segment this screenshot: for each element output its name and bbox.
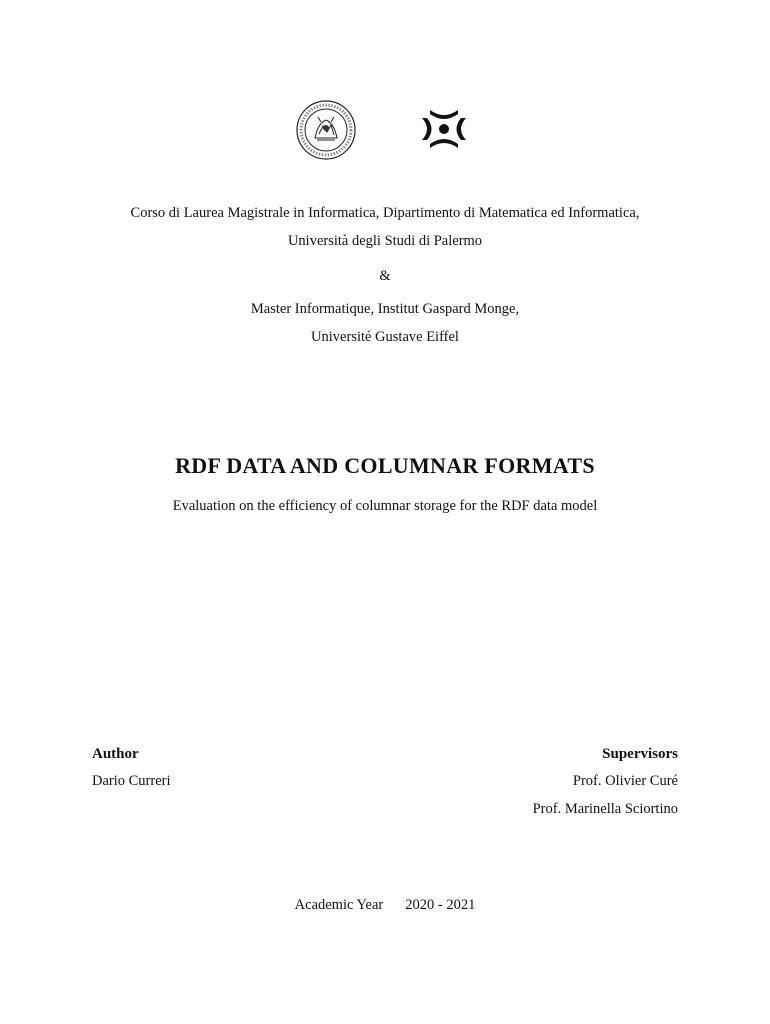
author-block bbox=[92, 744, 171, 800]
academic-year-label: Academic Year bbox=[294, 897, 384, 913]
university-seal-icon bbox=[293, 98, 359, 162]
institution-line-3: Master Informatique, Institut Gaspard Monge, bbox=[250, 301, 520, 317]
institution-line-1: Corso di Laurea Magistrale in Informatica, Dipartimento di Matematica ed Informatica, bbox=[130, 205, 640, 221]
author-heading: Author bbox=[92, 746, 139, 762]
thesis-title: RDF DATA AND COLUMNAR FORMATS bbox=[175, 453, 595, 478]
institution-line-4: Université Gustave Eiffel bbox=[311, 329, 459, 345]
author-name: Dario Curreri bbox=[92, 773, 171, 789]
academic-year-value: 2020 - 2021 bbox=[405, 897, 476, 913]
thesis-subtitle: Evaluation on the efficiency of columnar storage for the RDF data model bbox=[172, 498, 598, 514]
ampersand: & bbox=[379, 268, 391, 284]
academic-year bbox=[0, 896, 770, 914]
institution-line-2: Università degli Studi di Palermo bbox=[287, 233, 483, 249]
supervisors-block bbox=[533, 744, 678, 828]
supervisor-name: Prof. Marinella Sciortino bbox=[532, 801, 678, 817]
eiffel-logo-icon bbox=[418, 104, 470, 154]
supervisor-name: Prof. Olivier Curé bbox=[572, 773, 678, 789]
supervisors-heading: Supervisors bbox=[602, 746, 678, 762]
